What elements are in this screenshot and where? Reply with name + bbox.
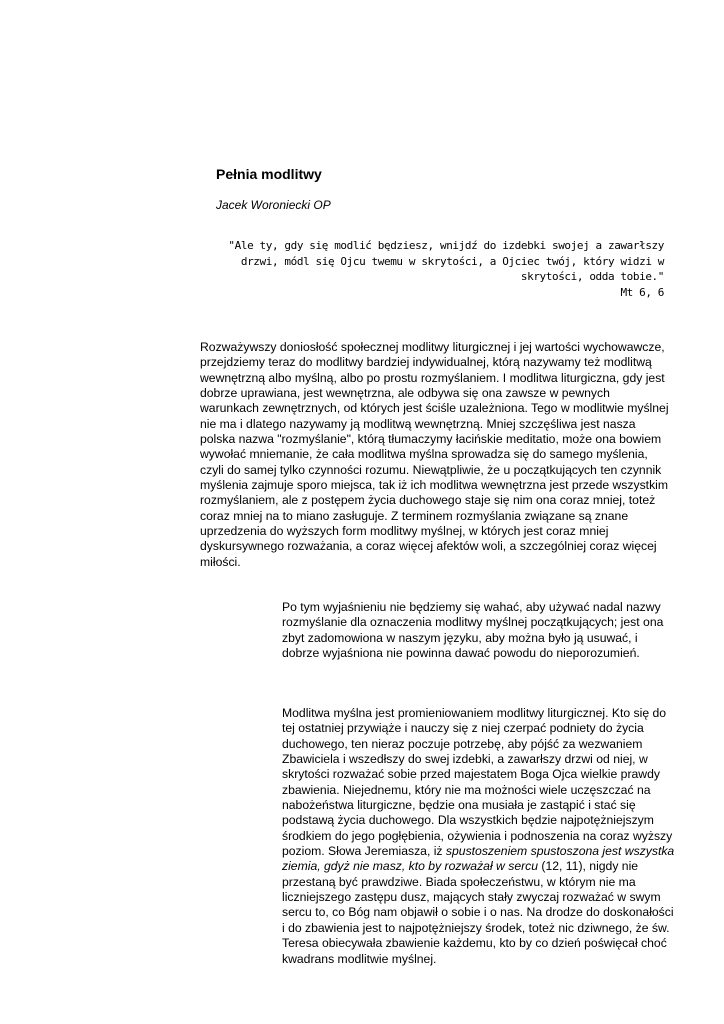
- paragraph-3: [282, 706, 677, 967]
- motto-reference: Mt 6, 6: [620, 285, 664, 299]
- motto-block: [228, 238, 664, 300]
- paragraph-3-text-start: Modlitwa myślna jest promieniowaniem modlitwy liturgicznej. Kto się do tej ostatniej przywiąże i nauczy się z niej czerpać podniety do życia duchowego, ten nieraz poczuje potrzebę, aby pójść za wezwaniem Zbawiciela i wszedłszy do swej izdebki, a zawarłszy drzwi od niej, w skrytości rozważać sobie przed majestatem Boga Ojca wielkie prawdy zbawienia. Niejednemu, który nie ma możności wiele uczęszczać na nabożeństwa liturgiczne, będzie ona musiała je zastąpić i stać się podstawą życia duchowego. Dla wszystkich będzie najpotężniejszym środkiem do jego pogłębienia, ożywienia i podnoszenia na coraz wyższy poziom. Słowa Jeremiasza, iż: [282, 706, 673, 859]
- document-title: Pełnia modlitwy: [216, 166, 322, 182]
- paragraph-3-italic-quote: spustoszeniem spustoszona jest wszystka ziemia, gdyż nie masz, kto by rozważał w sercu: [282, 844, 675, 874]
- document-author: Jacek Woroniecki OP: [216, 198, 331, 212]
- paragraph-3-text-end: (12, 11), nigdy nie przestaną być prawdziwe. Biada społeczeństwu, w którym nie ma liczniejszego zastępu dusz, mających stały zwyczaj rozważać w swym sercu to, co Bóg nam objawił o sobie i o nas. Na drodze do doskonałości i do zbawienia jest to najpotężniejszy środek, toteż nic dziwnego, że św. Teresa obiecywała zbawienie każdemu, kto by co dzień poświęcał choć kwadrans modlitwie myślnej.: [282, 859, 674, 966]
- motto-quote: "Ale ty, gdy się modlić będziesz, wnijdź do izdebki swojej a zawarłszy drzwi, módl się Ojcu twemu w skrytości, a Ojciec twój, który widzi w skrytości, odda tobie.": [228, 239, 664, 283]
- paragraph-2: Po tym wyjaśnieniu nie będziemy się wahać, aby używać nadal nazwy rozmyślanie dla oznaczenia modlitwy myślnej początkujących; jest ona zbyt zadomowiona w naszym języku, aby można było ją usuwać, i dobrze wyjaśniona nie powinna dawać powodu do nieporozumień.: [282, 600, 664, 661]
- paragraph-1: Rozważywszy doniosłość społecznej modlitwy liturgicznej i jej wartości wychowawcze, przejdziemy teraz do modlitwy bardziej indywidualnej, którą nazywamy też modlitwą wewnętrzną albo myślną, albo po prostu rozmyślaniem. I modlitwa liturgiczna, gdy jest dobrze uprawiana, jest wewnętrzna, ale odbywa się ona zawsze w pewnych warunkach zewnętrznych, od których jest ściśle uzależniona. Tego w modlitwie myślnej nie ma i dlatego nazywamy ją modlitwą wewnętrzną. Mniej szczęśliwa jest nasza polska nazwa "rozmyślanie", którą tłumaczymy łacińskie meditatio, może ona bowiem wywołać mniemanie, że cała modlitwa myślna sprowadza się do samego myślenia, czyli do samej tylko czynności rozumu. Niewątpliwie, że u początkujących ten czynnik myślenia zajmuje sporo miejsca, tak iż ich modlitwa wewnętrzna jest przede wszystkim rozmyślaniem, ale z postępem życia duchowego staje się nim ona coraz mniej, toteż coraz mniej na to miano zasługuje. Z terminem rozmyślania związane są znane uprzedzenia do wyższych form modlitwy myślnej, w których jest coraz mniej dyskursywnego rozważania, a coraz więcej afektów woli, a szczególniej coraz więcej miłości.: [200, 340, 669, 569]
